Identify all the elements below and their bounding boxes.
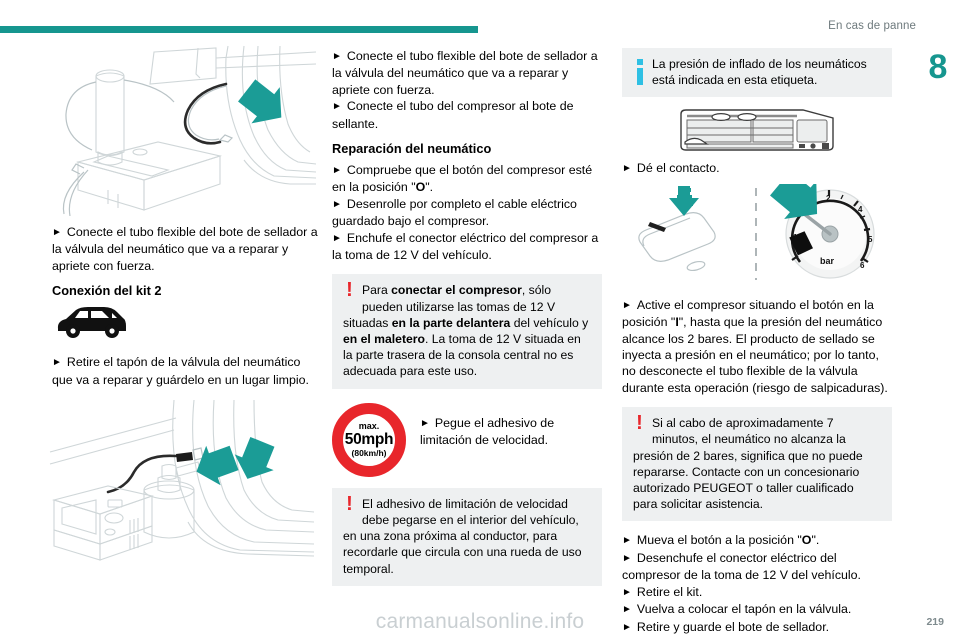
svg-text:2: 2 xyxy=(826,193,831,203)
right-paragraph-3-pre: Mueva el botón a la posición " xyxy=(636,533,802,548)
watermark: carmanualsonline.info xyxy=(375,610,585,633)
right-paragraph-4 xyxy=(622,550,892,584)
bullet-icon: ► xyxy=(52,227,62,238)
right-paragraph-1-text: Dé el contacto. xyxy=(636,161,720,176)
bullet-icon: ► xyxy=(332,198,342,210)
warning-text-1e: del vehículo y xyxy=(510,315,589,330)
warning-text-3: Si al cabo de aproximadamente 7 minutos, el neumático no alcanza la presión de 2 bares, significa que no puede repararse. Contacte con un concesionario autorizado PEUGEOT o taller cualificado para solicitar asistencia. xyxy=(633,416,863,512)
middle-paragraph-4-text: Desenrolle por completo el cable eléctrico guardado bajo el compresor. xyxy=(332,196,577,229)
warning-text-1f: en el maletero xyxy=(343,332,425,347)
warning-text-1c: , sólo pueden utilizarse las tomas de 12 V situadas xyxy=(343,283,556,330)
svg-text:6: 6 xyxy=(860,260,865,270)
left-paragraph-1-text: Conecte el tubo flexible del bote de sellador a la válvula del neumático que va a reparar y apriete con fuerza. xyxy=(52,225,318,273)
right-paragraph-2-bold: I xyxy=(675,315,679,330)
warning-text-2: El adhesivo de limitación de velocidad debe pegarse en el interior del vehículo, en una zona próxima al conductor, para recordarle que circula con una rueda de uso temporal. xyxy=(343,496,582,576)
left-paragraph-1 xyxy=(52,224,322,274)
left-paragraph-2-text: Retire el tapón de la válvula del neumático que va a reparar y guárdelo en un lugar limpio. xyxy=(52,355,309,387)
middle-paragraph-5-text: Enchufe el conector eléctrico del compresor a la toma de 12 V del vehículo. xyxy=(332,230,599,263)
figure-key-and-gauge xyxy=(622,184,892,289)
column-right xyxy=(622,48,892,636)
bullet-icon: ► xyxy=(622,163,632,175)
bullet-icon: ► xyxy=(420,417,430,429)
svg-text:4: 4 xyxy=(858,204,863,214)
bullet-icon: ► xyxy=(332,165,342,177)
right-paragraph-6-text: Vuelva a colocar el tapón en la válvula. xyxy=(636,602,852,617)
warning-text-1b: conectar el compresor xyxy=(391,283,522,298)
warning-text-1g: . La toma de 12 V situada en la parte trasera de la consola central no es adecuada para este uso. xyxy=(343,332,581,379)
sticker-caption xyxy=(420,403,602,449)
right-paragraph-5 xyxy=(622,584,892,601)
middle-paragraph-3-bold: O xyxy=(415,180,426,195)
sticker-kmh-value: (80km/h) xyxy=(351,448,387,459)
side-strip xyxy=(916,0,960,640)
middle-paragraph-4 xyxy=(332,196,602,230)
svg-text:5: 5 xyxy=(868,234,873,244)
warning-text-1d: en la parte delantera xyxy=(391,315,511,330)
left-paragraph-2 xyxy=(52,354,322,388)
warning-callout-seven-minutes xyxy=(622,407,892,521)
bullet-icon: ► xyxy=(622,299,632,311)
bullet-icon: ► xyxy=(622,604,632,616)
warning-icon: ! xyxy=(346,492,353,515)
warning-callout-compressor xyxy=(332,274,602,388)
svg-text:bar: bar xyxy=(820,255,835,266)
bullet-icon: ► xyxy=(52,357,62,369)
page-number: 219 xyxy=(926,616,944,628)
middle-paragraph-2-text: Conecte el tubo del compresor al bote de sellante. xyxy=(332,99,574,131)
right-paragraph-1 xyxy=(622,160,892,177)
middle-paragraph-1-text: Conecte el tubo flexible del bote de sellador a la válvula del neumático que va a reparar y apriete con fuerza. xyxy=(332,49,598,97)
sticker-speed-value: 50mph xyxy=(344,430,394,448)
page-header-title: En cas de panne xyxy=(828,20,916,32)
right-paragraph-3 xyxy=(622,532,892,549)
info-callout-pressure-label xyxy=(622,48,892,97)
bullet-icon: ► xyxy=(332,51,342,62)
key-fob-icon xyxy=(639,212,715,271)
right-paragraph-3-post: ". xyxy=(811,533,820,548)
speed-limit-sticker-row xyxy=(332,403,602,477)
figure-kit2-sealant-bottle xyxy=(48,394,322,576)
warning-callout-sticker xyxy=(332,488,602,586)
sticker-caption-text: Pegue el adhesivo de limitación de velocidad. xyxy=(420,415,555,448)
chapter-number-tab: 8 xyxy=(928,48,948,86)
middle-paragraph-3-pre: Compruebe que el botón del compresor esté en la posición " xyxy=(332,163,593,195)
warning-text-1a: Para xyxy=(362,283,392,298)
bullet-icon: ► xyxy=(622,552,632,564)
vehicle-silhouette-icon xyxy=(54,305,322,344)
middle-paragraph-2 xyxy=(332,98,602,132)
middle-paragraph-1 xyxy=(332,48,602,98)
header-rule xyxy=(0,26,478,33)
svg-text:1: 1 xyxy=(793,232,798,242)
info-icon xyxy=(633,57,646,89)
right-paragraph-5-text: Retire el kit. xyxy=(636,584,703,599)
column-middle xyxy=(332,48,602,597)
figure-tyre-pressure-label xyxy=(622,108,892,152)
bullet-icon: ► xyxy=(622,586,632,598)
bullet-icon: ► xyxy=(622,535,632,547)
figure-kit1-hose-to-valve xyxy=(48,44,322,216)
info-text-1: La presión de inflado de los neumáticos está indicada en esta etiqueta. xyxy=(652,57,867,88)
bullet-icon: ► xyxy=(332,101,342,113)
right-paragraph-2 xyxy=(622,297,892,396)
warning-icon: ! xyxy=(636,412,643,435)
right-paragraph-4-text: Desenchufe el conector eléctrico del compresor de la toma de 12 V del vehículo. xyxy=(622,550,861,583)
right-paragraph-7-text: Retire y guarde el bote de sellador. xyxy=(636,619,830,634)
middle-paragraph-3 xyxy=(332,162,602,196)
bullet-icon: ► xyxy=(332,232,342,244)
bullet-icon: ► xyxy=(622,621,632,633)
left-subheading: Conexión del kit 2 xyxy=(52,283,162,299)
speed-limit-sticker-icon xyxy=(332,403,406,477)
middle-paragraph-5 xyxy=(332,230,602,264)
right-paragraph-2-post: ", hasta que la presión del neumático alcance los 2 bares. El producto de sellado se inyecta a presión en el neumático; por lo tanto, no desconecte el tubo flexible de la válvula durante esta operación (riesgo de salpicaduras). xyxy=(622,315,888,395)
middle-paragraph-3-post: ". xyxy=(425,180,434,195)
right-paragraph-2-pre: Active el compresor situando el botón en la posición " xyxy=(622,297,874,330)
middle-subheading: Reparación del neumático xyxy=(332,141,492,157)
right-paragraph-3-bold: O xyxy=(801,533,812,548)
sticker-max-label: max. xyxy=(358,420,380,431)
column-left xyxy=(52,48,322,582)
warning-icon: ! xyxy=(346,279,353,302)
